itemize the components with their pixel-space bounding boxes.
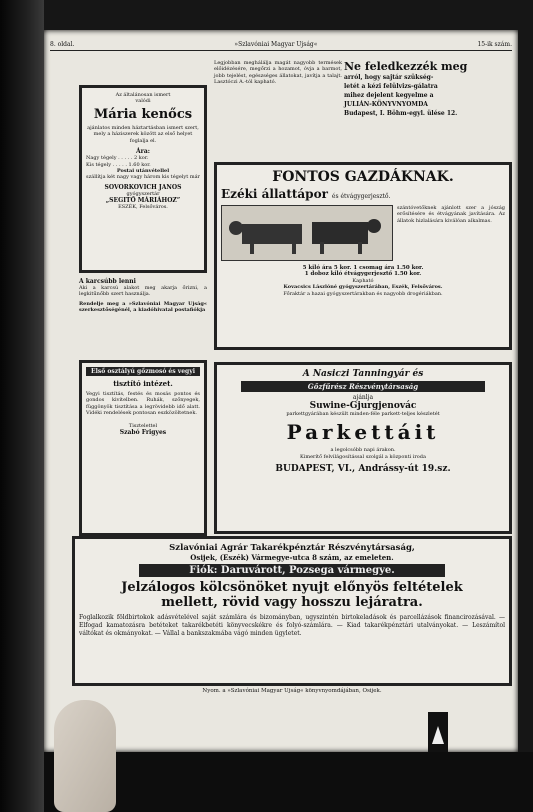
gazda-sub2: és étvágygerjesztő. (331, 193, 391, 200)
maria-firm: SOVORKOVICH JANOS (104, 183, 182, 191)
maria-firm2: gyógyszertár (126, 190, 160, 197)
maria-lead: Az általánosan ismert (115, 92, 171, 98)
nasiczi-parketta: Parkettáit (286, 420, 440, 445)
nasiczi-line5: parkettgyárában készült minden-féle parkett-teljes készletét (286, 411, 440, 417)
ad-karcsu (79, 278, 207, 350)
gozmoso-title: Első osztályú gőzmosó és vegyi (86, 367, 200, 376)
bank-line1: Szlavóniai Agrár Takarékpénztár Részvénytársaság, (169, 543, 415, 553)
feledk-address: Budapest, I. Böhm-egyl. ülése 12. (344, 110, 458, 117)
feledk-line1: arról, hogy sajtár szükség- (344, 74, 434, 81)
thumb-shadow (54, 700, 116, 812)
cattle-icon (222, 206, 392, 260)
maria-lead2: valódi (135, 98, 151, 104)
nasiczi-address: BUDAPEST, VI., Andrássy-út 19.sz. (275, 464, 451, 475)
gozmoso-title2: tisztító intézet. (113, 379, 173, 388)
nasiczi-line1: A Nasiczi Tanningyár és (302, 369, 424, 379)
maria-ship: „SEGITŐ MÁRIÁHOZ” (105, 197, 181, 205)
maria-title: Mária kenőcs (93, 107, 193, 122)
ad-ne-feledkezzek (344, 60, 512, 140)
scan-bottom-edge (44, 752, 533, 812)
gozmoso-sig2: Szabó Frigyes (119, 429, 167, 437)
nasiczi-line7: Kimerítő felvilágosítással szolgál a központi iroda (300, 453, 426, 460)
ad-nasiczi (214, 362, 512, 534)
gazda-sub: Ezéki állattápor (221, 187, 328, 201)
feledk-line2: letét a kézi felülvizs-gálatra (344, 83, 438, 90)
maria-post2: szállítja két nagy vagy három kis tégelyt már (86, 174, 200, 181)
printer-footer (72, 688, 512, 694)
page-number: 8. oldal. (50, 41, 75, 48)
ad-agrar-takarekpenztar (72, 536, 512, 686)
gazda-price: 5 kiló ára 5 kor. 1 csomag ára 1.50 kor. (302, 265, 424, 271)
gazda-title: FONTOS GAZDÁKNAK. (272, 169, 454, 185)
maria-price-2: Kis tégely . . . . . 1.60 kor. (86, 161, 151, 168)
feledk-title: Ne feledkezzék meg (344, 60, 468, 73)
nasiczi-line4: Suwine-Gjurgjenovác (309, 401, 417, 411)
page-header (50, 41, 512, 51)
paper-title: »Szlavóniai Magyar Ujság« (234, 41, 318, 48)
bank-body: Foglalkozik földbirtokok adásvételével saját számlára és bizományban, ugyszintén birtokeladások és parcellázások financirozásával. — Elfogad kamatozásra betéteket takarékbetéti könyvecskékre és folyó-számlára. — Kiad takarékpénztári utalványokat. — Leszámítol váltókat és okmányokat. — Vállal a bankszakmába vágó minden ügyletet. (79, 614, 505, 637)
issue-number: 15-ik szám. (477, 41, 512, 48)
bank-line5: mellett, rövid vagy hosszu lejáratra. (161, 595, 423, 610)
gazda-foot: Főraktár a hazai gyógyszertárakban és nagyobb drogériákban. (283, 290, 443, 297)
mid-top-body: Legjobban meghálálja magát nagyobb termések előidézésére, megőrzi a hozamot, óvja a barmot, jobb tejelést, egészséges állatokat, javítja a talajt. Lasztóczi A.-tól kapható. (214, 60, 342, 86)
gazda-price2: 1 doboz kiló étvágygerjesztő 1.50 kor. (304, 271, 422, 278)
maria-price-1: Nagy tégely . . . . . 2 kor. (86, 155, 149, 162)
bank-line2: Osijek, (Eszék) Vármegye-utca 8 szám, az emeleten. (190, 553, 394, 562)
maria-desc: ajánlatos minden háztartásban ismert szert, mely a háziszerek között az első helyet foglalja el. (87, 125, 199, 144)
maria-city: ESZÉK, Felsőváros. (118, 204, 168, 211)
ad-gozmoso (79, 360, 207, 536)
karcsu-more: Rendelje meg a »Szlavóniai Magyar Ujság« szerkesztőségénél, a kiadóhivatal postafiókja (79, 300, 207, 314)
scan-binding-edge (0, 0, 44, 812)
karcsu-body: Aki a karcsú alakot meg akarja őrizni, a legkitűnőbb szert használja. (79, 285, 207, 298)
ad-fontos-gazdaknak (214, 162, 512, 350)
cattle-illustration (221, 205, 393, 261)
gazda-kaphato: Kapható (352, 277, 374, 284)
arrow-marker-icon (428, 712, 448, 752)
nasiczi-line2: Gőzfűrész Részvénytársaság (241, 381, 485, 392)
karcsu-title: A karcsúbb lenni (79, 278, 136, 285)
nasiczi-line6: a legolcsóbb napi árakon. (330, 447, 396, 454)
mid-top-text (214, 60, 342, 150)
nasiczi-line3: ajánlja (352, 394, 374, 401)
maria-price-title: Ára: (136, 148, 150, 156)
ad-maria-kenocs (79, 85, 207, 273)
gozmoso-body: Vegyi tisztítás, festés és mosás pontos és gondos kivitelben. Ruhák, szőnyegek, függönyök tisztítása a legrövidebb idő alatt. Vidéki rendelések pontosan eszközöltetnek. (86, 391, 200, 417)
bank-line3: Fiók: Daruvárott, Pozsega vármegye. (139, 564, 445, 577)
gazda-desc: szántóvetőknek ajánlott szer a jószág erősítésére és étvágyának javítására. Az állatok hizlalására kiválóan alkalmas. (397, 205, 505, 224)
maria-post: Postai utánvétellel (116, 168, 170, 175)
feledk-line4: JULIÁN-KÖNYVNYOMDA (344, 101, 428, 108)
gazda-seller: Kovacsics Lászlóné gyógyszertárában, Eszék, Felsőváros. (283, 284, 443, 291)
bank-line4: Jelzálogos kölcsönöket nyujt előnyös feltételek (121, 580, 463, 595)
printer-footer-text: Nyom. a »Szlavóniai Magyar Ujság« könyvnyomdájában, Osijek. (202, 688, 382, 694)
feledk-line3: mihez dejelent kegyelme a (344, 92, 434, 99)
gozmoso-sig: Tisztelettel (128, 422, 158, 429)
